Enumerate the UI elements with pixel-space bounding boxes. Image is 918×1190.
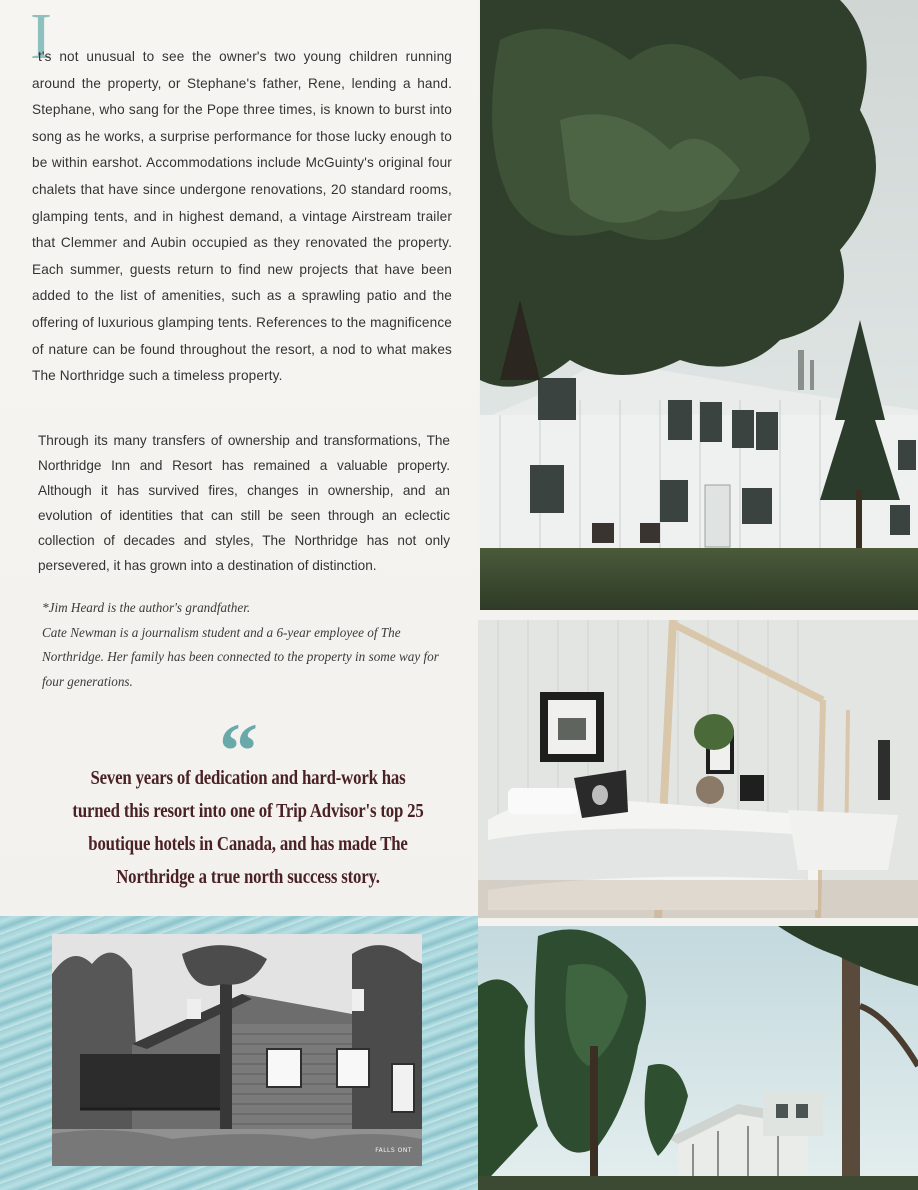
historic-photo-caption: FALLS ONT xyxy=(375,1147,412,1154)
author-footnote xyxy=(42,596,462,694)
footnote-grandfather: *Jim Heard is the author's grandfather. xyxy=(42,600,251,615)
photo-gutter-2 xyxy=(478,918,918,926)
pull-quote: Seven years of dedication and hard-work has turned this resort into one of Trip Advisor's top 25 boutique hotels in Canada, and has made The Northridge a true north success story. xyxy=(72,768,424,888)
photo-gutter xyxy=(478,610,918,620)
historic-lodge-photo xyxy=(52,934,422,1166)
article-paragraph-2: Through its many transfers of ownership and transformations, The Northridge Inn and Resort has remained a valuable property. Although it has survived fires, changes in ownership, and an evolution of identities that can still be seen through an eclectic collection of decades and styles, The Northridge has not only persevered, it has grown into a destination of distinction. xyxy=(38,433,450,573)
drop-cap: I xyxy=(30,0,52,73)
resort-building-photo xyxy=(480,0,918,610)
footnote-author-bio: Cate Newman is a journalism student and a 6-year employee of The Northridge. Her family has been connected to the property in some way for four generations. xyxy=(42,624,439,689)
article-paragraph-1: t's not unusual to see the owner's two young children running around the property, or Stephane's father, Rene, lending a hand. Stephane, who sang for the Pope three times, is known to burst into song as he works, a surprise performance for those lucky enough to be within earshot. Accommodations include McGuinty's original four chalets that have since undergone renovations, 20 standard rooms, glamping tents, and in highest demand, a vintage Airstream trailer that Clemmer and Aubin occupied as they renovated the property. Each summer, guests return to find new projects that have been added to the list of amenities, such as a sprawling patio and the offering of luxurious glamping tents. References to the magnificence of nature can be found throughout the resort, a nod to what makes The Northridge such a timeless property. xyxy=(32,49,452,384)
quote-mark-icon: “ xyxy=(219,707,258,794)
guest-bedroom-photo xyxy=(478,620,918,918)
lakeside-pavilion-photo xyxy=(478,926,918,1190)
